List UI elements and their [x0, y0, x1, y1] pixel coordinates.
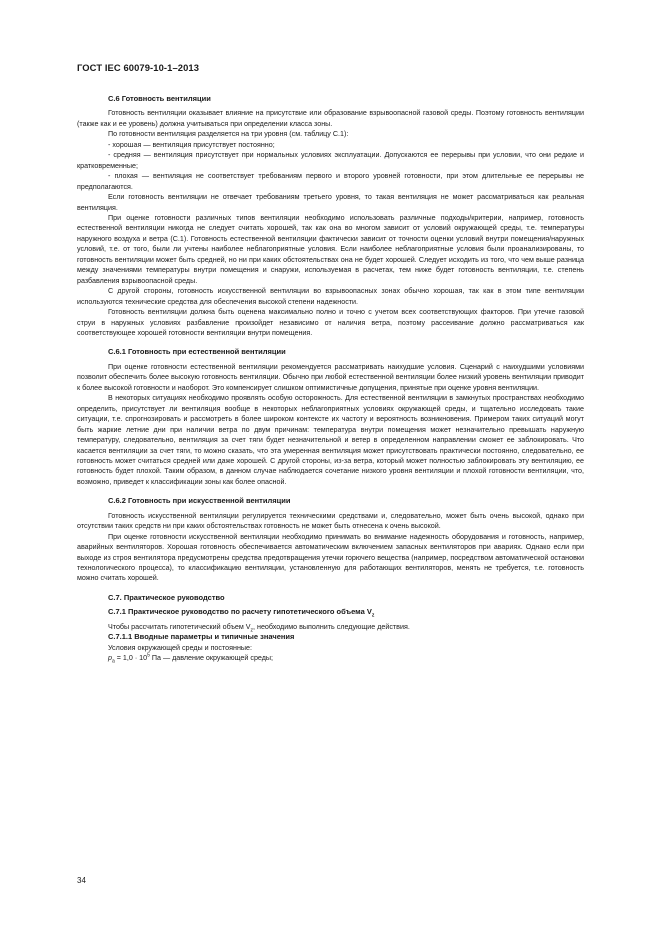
section-c6-title: С.6 Готовность вентиляции — [108, 94, 211, 103]
list-item: - хорошая — вентиляция присутствует постоянно; — [108, 140, 275, 149]
superscript: 5 — [147, 652, 150, 659]
paragraph: В некоторых ситуациях необходимо проявлять особую осторожность. Для естественной вентиляции в замкнутых пространствах необходимо определить, присутствует ли вентиляция вообще в некоторых неблагоприятных условиях окружающей среды, и тщательно исследовать такие ситуации, т.е. спрогнозировать и рассмотреть в более широком контексте их частоту и вероятность возникновения. Примером таких ситуаций могут быть жаркие летние дни при наличии ветра по двум причинам: температура внутри помещения может незначительно превышать наружную температуру, следовательно, вентиляция за счет тяги будет незначительной и ветер в определенном направлении сможет ее заблокировать. Что касается вентиляции за счет тяги, то можно сказать, что эта умеренная вентиляция может присутствовать практически постоянно, следовательно, ее готовность может считаться средней или даже хорошей. С другой стороны, из-за ветра, который может полностью заблокировать эту вентиляцию, ее готовность будет плохой. Таким образом, в данном случае наблюдается сочетание низкого уровня вентиляции и плохой готовности вентиляции, что, возможно, приведет к классификации зоны как более опасной. — [77, 394, 584, 486]
page-number: 34 — [77, 876, 86, 885]
section-c62-title: С.6.2 Готовность при искусственной вентиляции — [108, 496, 291, 506]
paragraph: При оценке готовности естественной вентиляции рекомендуется рассматривать наихудшие условия. Сценарий с наихудшими условиями позволит обеспечить более высокую готовность вентиляции. Обычно при любой естественной вентиляции более низкий уровень вентиляции приводит к более высокой готовности и наоборот. Это компенсирует слишком оптимистичные допущения, принятые при оценке уровня вентиляции. — [77, 362, 584, 392]
section-c61-title: С.6.1 Готовность при естественной вентиляции — [108, 347, 286, 357]
section-c711-title: С.7.1.1 Вводные параметры и типичные значения — [108, 632, 295, 642]
paragraph: При оценке готовности различных типов вентиляции необходимо использовать различные подходы/критерии, например, готовность естественной вентиляции никогда не следует считать хорошей, так как она во многом зависит от условий окружающей среды, т.е. температуры наружного воздуха и ветра (С.1). Готовность естественной вентиляции фактически зависит от точности оценки условий внутри помещения/наружных условий, т.е. от того, были ли учтены наиболее неблагоприятные условия. Если наиболее неблагоприятные условия были проанализированы, то готовность вентиляции может быть средней, но ни при каких обстоятельствах она не будет хорошей. Следует исходить из того, что чем выше разница между значениями температуры внутри помещения и снаружи, используемая в расчетах, тем ниже будет готовность вентиляции, т.е. степень разбавления взрывоопасной среды. — [77, 213, 584, 285]
paragraph: При оценке готовности искусственной вентиляции необходимо принимать во внимание надежность оборудования и готовность, например, аварийных вентиляторов. Хорошая готовность обеспечивается автоматическим включением запасных вентиляторов при авариях. Однако если при выходе из строя вентилятора предусмотрены средства предотвращения утечки горючего вещества (например, посредством автоматической остановки технологического процесса), то классификацию вентиляции, установленную для работающих вентиляторов, менять не требуется, т.е. готовность можно считать хорошей. — [77, 532, 584, 583]
formula-line — [77, 653, 584, 663]
paragraph: Условия окружающей среды и постоянные: — [108, 643, 252, 652]
text-span: , необходимо выполнить следующие действия. — [253, 622, 410, 631]
paragraph: Если готовность вентиляции не отвечает требованиям третьего уровня, то такая вентиляция не может рассматриваться как реальная вентиляция. — [77, 193, 584, 212]
standard-header: ГОСТ IEC 60079-10-1–2013 — [77, 62, 200, 73]
paragraph: По готовности вентиляция разделяется на три уровня (см. таблицу С.1): — [108, 130, 349, 139]
subscript: z — [371, 612, 375, 619]
paragraph: Готовность вентиляции оказывает влияние на присутствие или образование взрывоопасной газовой среды. Поэтому готовность вентиляции (также как и ее уровень) должна учитываться при определении класса зоны. — [77, 109, 584, 128]
text-span: Чтобы рассчитать гипотетический объем V — [108, 622, 251, 631]
text-span: Па — давление окружающей среды; — [149, 654, 274, 663]
subscript: a — [111, 658, 115, 665]
text-span: = 1,0 · 10 — [114, 654, 148, 663]
section-c71-title-text: С.7.1 Практическое руководство по расчету гипотетического объема V — [108, 607, 372, 617]
subscript: z — [250, 627, 254, 634]
page-content — [77, 94, 584, 664]
paragraph: С другой стороны, готовность искусственной вентиляции во взрывоопасных зонах обычно хорошая, так как в этом типе вентиляции используются технические средства для обеспечения высокой степени надежности. — [77, 287, 584, 306]
paragraph: Готовность искусственной вентиляции регулируется техническими средствами и, следовательно, может быть очень высокой, однако при отсутствии таких средств ни при каких обстоятельствах готовность не может быть отнесена к очень высокой. — [77, 511, 584, 531]
paragraph: Готовность вентиляции должна быть оценена максимально полно и точно с учетом всех соответствующих факторов. При утечке газовой струи в наружных условиях разбавление произойдет независимо от наличия ветра, поэтому рассеивание должно рассматриваться как соответствующее хорошей готовности вентиляции внутри помещения. — [77, 308, 584, 337]
list-item: - средняя — вентиляция присутствует при нормальных условиях эксплуатации. Допускаются ее перерывы при условии, что они редкие и кратковременные; — [77, 151, 584, 170]
symbol: p — [108, 654, 112, 663]
paragraph — [77, 622, 584, 632]
list-item: - плохая — вентиляция не соответствует требованиям первого и второго уровней готовности, при этом длительные ее перерывы не предполагаются. — [77, 172, 584, 191]
section-c71-title — [77, 607, 584, 617]
section-c7-title: С.7. Практическое руководство — [108, 592, 225, 602]
